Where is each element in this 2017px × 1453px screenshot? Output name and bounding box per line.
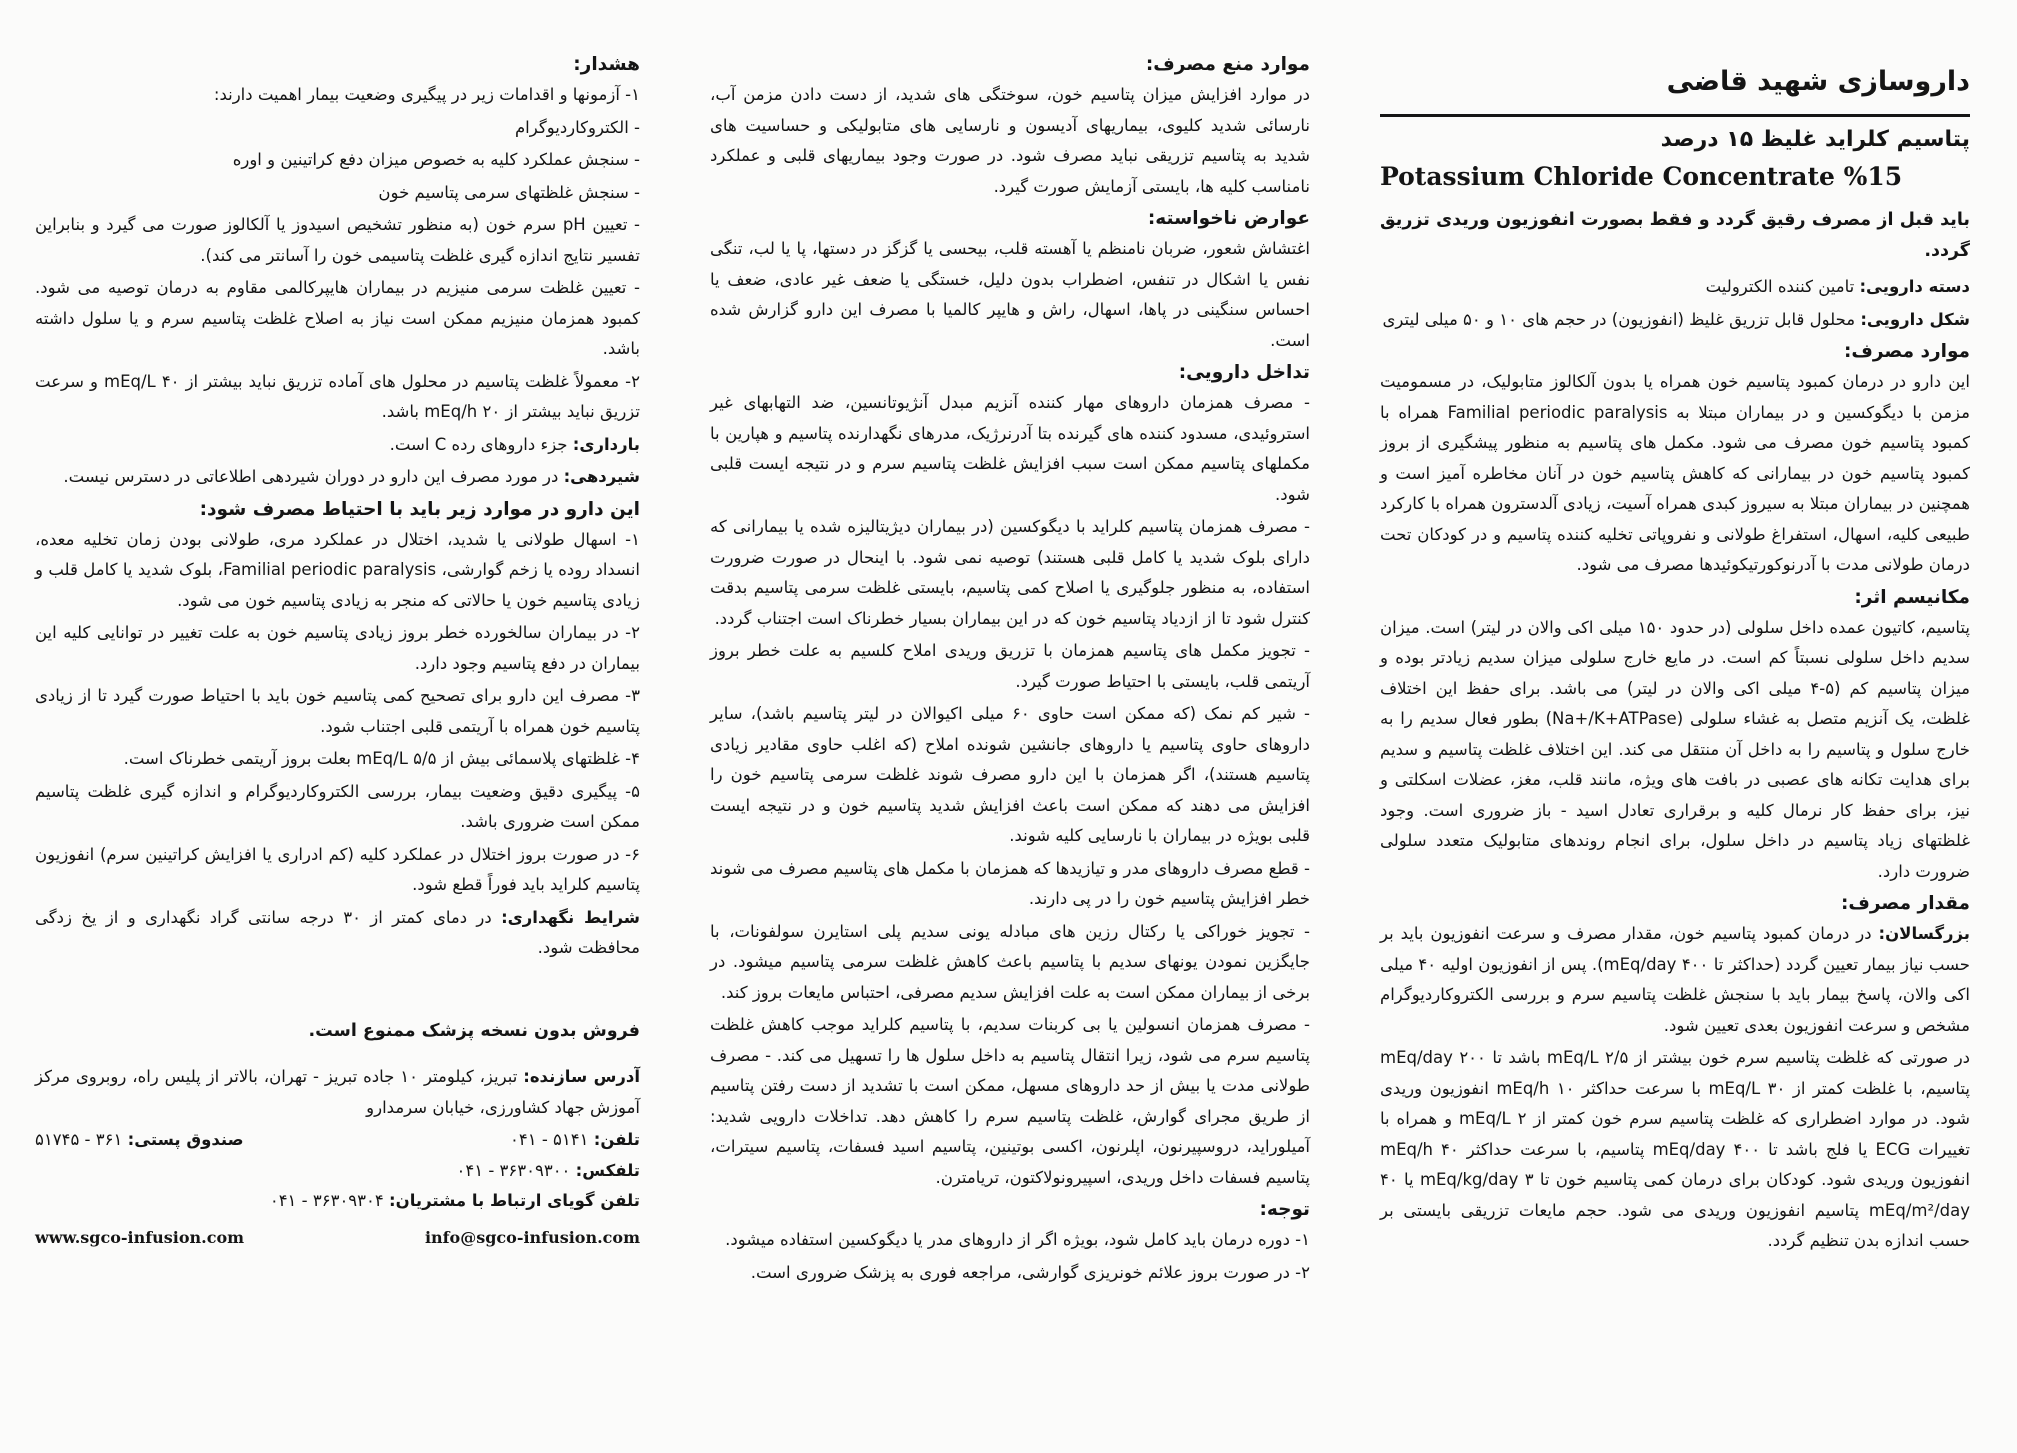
note-item: ۲- در صورت بروز علائم خونریزی گوارشی، مراجعه فوری به پزشک ضروری است.	[750, 1262, 1310, 1282]
interactions-heading: تداخل دارویی:	[1178, 362, 1310, 383]
interaction-item: - تجویز مکمل های پتاسیم همزمان با تزریق وریدی املاح کلسیم به علت خطر بروز آریتمی قلب، بایستی با احتیاط صورت گیرد.	[710, 641, 1310, 691]
warnings-intro: ۱- آزمونها و اقدامات زیر در پیگیری وضعیت بیمار اهمیت دارند:	[213, 85, 640, 104]
caution-item: ۴- غلظتهای پلاسمائی بیش از ۵/۵ mEq/L بعلت بروز آریتمی خطرناک است.	[123, 749, 640, 768]
hotline-label: تلفن گویای ارتباط با مشتریان:	[389, 1191, 640, 1210]
po-box-value: ۵۱۷۴۵ - ۳۶۱	[35, 1130, 123, 1149]
title-rule	[1380, 114, 1970, 117]
warning-item-2: ۲- معمولاً غلظت پتاسیم در محلول های آماده تزریق نباید بیشتر از ۴۰ mEq/L و سرعت تزریق نباید بیشتر از ۲۰ mEq/h باشد.	[35, 371, 640, 421]
product-title-fa: پتاسیم کلراید غلیظ ۱۵ درصد	[1660, 127, 1970, 152]
interaction-item: - قطع مصرف داروهای مدر و تیازیدها که همزمان با مکمل های پتاسیم مصرف می شوند خطر افزایش پتاسیم خون را در پی دارند.	[710, 858, 1310, 908]
interaction-item: - تجویز خوراکی یا رکتال رزین های مبادله یونی سدیم پلی استایرن سولفونات، با جایگزین نمودن یونهای سدیم با پتاسیم باعث کاهش غلظت سرمی پتاسیم میشود. در برخی از بیماران ممکن است به علت افزایش سدیم مصرفی، احتباس مایعات بروز کند.	[710, 921, 1310, 1002]
hotline	[35, 1186, 640, 1217]
contraindications-text: در موارد افزایش میزان پتاسیم خون، سوختگی های شدید، از دست دادن مزمن آب، نارسائی شدید کلیوی، بیماریهای آدیسون و نارسایی های متابولیکی و حساسیت های شدید به پتاسیم تزریقی نباید مصرف شود. در صورت وجود بیماریهای قلبی و عملکرد نامناسب کلیه ها، بایستی آزمایش صورت گیرد.	[710, 85, 1310, 196]
hotline-value: ۰۴۱ - ۳۶۳۰۹۳۰۴	[269, 1191, 384, 1210]
dilution-warning: باید قبل از مصرف رقیق گردد و فقط بصورت انفوزیون وریدی تزریق گردد.	[1380, 210, 1970, 261]
mechanism-heading: مکانیسم اثر:	[1854, 586, 1970, 608]
caution-heading: این دارو در موارد زیر باید با احتیاط مصرف شود:	[199, 498, 640, 520]
fax-value: ۰۴۱ - ۳۶۳۰۹۳۰۰	[456, 1160, 571, 1180]
storage	[35, 903, 640, 964]
pregnancy-value: جزء داروهای رده C است.	[389, 434, 568, 454]
side-effects-text: اغتشاش شعور، ضربان نامنظم یا آهسته قلب، بیحسی یا گزگز در دستها، پا یا لب، تنگی نفس یا اشکال در تنفس، اضطراب بدون دلیل، خستگی یا ضعف غیر عادی، ضعف یا احساس سنگینی در پاها، اسهال، راش و هایپر کالمیا با مصرف این دارو گزارش شده است.	[710, 239, 1310, 350]
dosage-form-label: شکل دارویی:	[1860, 309, 1970, 329]
product-title-en: Potassium Chloride Concentrate %15	[1380, 162, 1903, 191]
column-right	[1380, 48, 1970, 1259]
website-link[interactable]: www.sgco-infusion.com	[35, 1227, 245, 1247]
contraindications-heading: موارد منع مصرف:	[1145, 54, 1310, 75]
lactation	[35, 462, 640, 493]
po-box	[35, 1125, 244, 1156]
dosage-adults-text: در درمان کمبود پتاسیم خون، مقدار مصرف و سرعت انفوزیون باید بر حسب نیاز بیمار تعیین گردد (حداکثر تا ۴۰۰ mEq/day). پس از انفوزیون اولیه ۴۰ میلی اکی والان، پاسخ بیمار باید با سنجش غلظت پتاسیم سرم و بررسی الکتروکاردیوگرام مشخص و سرعت انفوزیون بعدی تعیین شود.	[1380, 924, 1970, 1035]
dosage-heading: مقدار مصرف:	[1841, 893, 1970, 914]
indications-heading: موارد مصرف:	[1843, 341, 1970, 362]
phone-value: ۰۴۱ - ۵۱۴۱	[510, 1130, 589, 1149]
fax-row	[35, 1156, 640, 1187]
caution-item: ۶- در صورت بروز اختلال در عملکرد کلیه (کم ادراری یا افزایش کراتینین سرم) انفوزیون پتاسیم کلراید باید فوراً قطع شود.	[35, 844, 640, 894]
spacer	[35, 966, 640, 1016]
column-middle	[710, 48, 1310, 1290]
dosage-form-value: محلول قابل تزریق غلیظ (انفوزیون) در حجم های ۱۰ و ۵۰ میلی لیتری	[1382, 309, 1856, 329]
drug-category-value: تامین کننده الکترولیت	[1705, 277, 1855, 296]
pregnancy	[35, 430, 640, 461]
address-label: آدرس سازنده:	[523, 1067, 641, 1086]
footer-links	[35, 1223, 640, 1254]
email-link[interactable]: info@sgco-infusion.com	[424, 1227, 640, 1247]
caution-item: ۲- در بیماران سالخورده خطر بروز زیادی پتاسیم خون به علت تغییر در توانایی کلیه این بیماران در دفع پتاسیم وجود دارد.	[35, 623, 640, 673]
caution-item: ۵- پیگیری دقیق وضعیت بیمار، بررسی الکتروکاردیوگرام و اندازه گیری غلظت پتاسیم ممکن است ضروری باشد.	[35, 781, 640, 831]
warning-item: - سنجش غلظتهای سرمی پتاسیم خون	[378, 182, 640, 202]
lactation-label: شیردهی:	[563, 467, 640, 486]
dosage-text-2: در صورتی که غلظت پتاسیم سرم خون بیشتر از ۲/۵ mEq/L باشد تا ۲۰۰ mEq/day پتاسیم، با غلظت کمتر از ۳۰ mEq/L با سرعت حداکثر ۱۰ mEq/h انفوزیون وریدی شود. در موارد اضطراری که غلظت پتاسیم سرم خون کمتر از ۲ mEq/L و همراه با تغییرات ECG یا فلج باشد تا ۴۰۰ mEq/day پتاسیم، با سرعت حداکثر ۴۰ mEq/h انفوزیون وریدی شود. کودکان برای درمان کمی پتاسیم خون تا ۳ mEq/kg/day یا ۴۰ mEq/m²/day پتاسیم انفوزیون وریدی می شود. حجم مایعات تزریقی بایستی بر حسب اندازه بدن تنظیم گردد.	[1380, 1048, 1971, 1250]
address-value: تبریز، کیلومتر ۱۰ جاده تبریز - تهران، بالاتر از پلیس راه، روبروی مرکز آموزش جهاد کشاورزی، خیابان سرمدارو	[35, 1067, 640, 1117]
po-box-label: صندوق پستی:	[127, 1130, 244, 1149]
drug-category-label: دسته دارویی:	[1859, 277, 1970, 296]
warning-item: - سنجش عملکرد کلیه به خصوص میزان دفع کراتینین و اوره	[232, 150, 640, 169]
mechanism-text: پتاسیم، کاتیون عمده داخل سلولی (در حدود ۱۵۰ میلی اکی والان در لیتر) است. میزان سدیم داخل سلولی نسبتاً کم است. در مایع خارج سلولی میزان سدیم زیادتر بوده و میزان پتاسیم کم (۵-۴ میلی اکی والان در لیتر) می باشد. برای حفظ این اختلاف غلظت، یک آنزیم متصل به غشاء سلولی (Na+/K+ATPase) بطور فعال سدیم را به خارج سلول و پتاسیم را به داخل آن منتقل می کند. این اختلاف غلظت پتاسیم و سدیم برای هدایت تکانه های عصبی در بافت های ویژه، مانند قلب، مغز، عضلات اسکلتی و نیز، برای حفظ کار نرمال کلیه و برقراری تعادل اسید - باز ضروری است. وجود غلظتهای زیاد پتاسیم در داخل سلول، برای انجام روندهای متابولیک متعدد سلولی ضرورت دارد.	[1380, 617, 1971, 881]
phone-label: تلفن:	[593, 1130, 640, 1149]
brand-name: داروسازی شهید قاضی	[1666, 66, 1970, 97]
contact-row	[35, 1125, 640, 1156]
storage-value: در دمای کمتر از ۳۰ درجه سانتی گراد نگهداری و از یخ زدگی محافظت شود.	[35, 907, 640, 957]
interaction-item: - مصرف همزمان پتاسیم کلراید با دیگوکسین (در بیماران دیژیتالیزه شده یا بیمارانی که دارای بلوک شدید یا کامل قلبی هستند) توصیه نمی شود. با اینحال در صورت ضرورت استفاده، به منظور جلوگیری یا اصلاح کمی پتاسیم، بایستی غلظت سرمی پتاسیم بدقت کنترل شود تا از ازدیاد پتاسیم خون که در این بیماران بسیار خطرناک است اجتناب گردد.	[710, 517, 1310, 628]
manufacturer-address	[35, 1062, 640, 1123]
warning-item: - الکتروکاردیوگرام	[514, 117, 640, 137]
warning-item: - تعیین غلظت سرمی منیزیم در بیماران هایپرکالمی مقاوم به درمان توصیه می شود. کمبود همزمان منیزیم ممکن است نیاز به اصلاح غلظت پتاسیم سرم و یا سلول داشته باشد.	[35, 278, 640, 358]
side-effects-heading: عوارض ناخواسته:	[1147, 208, 1310, 229]
caution-item: ۱- اسهال طولانی یا شدید، اختلال در عملکرد مری، طولانی بودن زمان تخلیه معده، انسداد روده یا زخم گوارشی، Familial periodic paralysis، بلوک شدید یا کامل قلب و زیادی پتاسیم خون یا حالاتی که منجر به زیادی پتاسیم خون می شود.	[35, 529, 640, 610]
spacer	[35, 1048, 640, 1062]
notes-heading: توجه:	[1259, 1199, 1310, 1220]
dosage-adults	[1380, 919, 1970, 1041]
drug-category	[1380, 272, 1970, 303]
pregnancy-label: بارداری:	[572, 434, 640, 454]
indications-text: این دارو در درمان کمبود پتاسیم خون همراه یا بدون آلکالوز متابولیک، در مسمومیت مزمن با دیگوکسین و در بیماران مبتلا به Familial periodic paralysis همراه با کمبود پتاسیم خون مصرف می شود. مکمل های پتاسیم به منظور پیشگیری از بروز کمبود پتاسیم خون در بیمارانی که کاهش پتاسیم خون در آنان مخاطره آمیز است و همچنین در بیماران مبتلا به سیروز کبدی همراه آسیت، زیادی آلدسترون همراه با کارکرد طبیعی کلیه، اسهال، استفراغ طولانی و نفروپاتی تخلیه کننده پتاسیم و در کودکان تحت درمان طولانی مدت با آدرنوکورتیکوئیدها مصرف می شود.	[1380, 372, 1971, 574]
warnings-heading: هشدار:	[573, 54, 640, 75]
fax-label: تلفکس:	[575, 1160, 640, 1180]
interaction-item: - مصرف همزمان داروهای مهار کننده آنزیم مبدل آنژیوتانسین، ضد التهابهای غیر استروئیدی، مسدود کننده های گیرنده بتا آدرنرژیک، مدرهای نگهدارنده پتاسیم و هپارین با مکملهای پتاسیم ممکن است سبب افزایش غلظت پتاسیم سرم و در نتیجه ایست قلبی شود.	[710, 393, 1310, 504]
warning-item: - تعیین pH سرم خون (به منظور تشخیص اسیدوز یا آلکالوز صورت می گیرد و بنابراین تفسیر نتایج اندازه گیری غلظت پتاسیمی خون را آسانتر می کند).	[35, 215, 640, 265]
interaction-item: - شیر کم نمک (که ممکن است حاوی ۶۰ میلی اکیوالان در لیتر پتاسیم باشد)، سایر داروهای حاوی پتاسیم یا داروهای جانشین شونده املاح (که اغلب حاوی مقادیر زیادی پتاسیم هستند)، اگر همزمان با این دارو مصرف شوند غلظت سرمی پتاسیم خون را افزایش می دهند که ممکن است باعث افزایش شدید پتاسیم خون و در نتیجه ایست قلبی بویژه در بیماران با نارسایی کلیه شوند.	[710, 704, 1311, 845]
lactation-value: در مورد مصرف این دارو در دوران شیردهی اطلاعاتی در دسترس نیست.	[63, 467, 559, 486]
storage-label: شرایط نگهداری:	[501, 907, 641, 927]
caution-item: ۳- مصرف این دارو برای تصحیح کمی پتاسیم خون باید با احتیاط صورت گیرد تا از زیادی پتاسیم خون همراه با آریتمی قلبی اجتناب شود.	[35, 686, 640, 736]
fax	[456, 1156, 640, 1187]
column-left	[35, 48, 640, 1253]
note-item: ۱- دوره درمان باید کامل شود، بویژه اگر از داروهای مدر یا دیگوکسین استفاده میشود.	[725, 1230, 1310, 1249]
dosage-form	[1380, 305, 1970, 336]
interaction-item: - مصرف همزمان انسولین یا بی کربنات سدیم، با پتاسیم کلراید موجب کاهش غلظت پتاسیم سرم می شود، زیرا انتقال پتاسیم به داخل سلول ها را تسهیل می کند. - مصرف طولانی مدت یا بیش از حد داروهای مسهل، ممکن است با تشدید از دست رفتن پتاسیم از طریق مجرای گوارش، غلظت پتاسیم سرم را کاهش دهد. تداخلات دارویی شدید: آمیلوراید، دروسپیرنون، اپلرنون، اکسی بوتینین، پتاسیم اسید فسفات، پتاسیم سیترات، پتاسیم فسفات داخل وریدی، اسپیرونولاکتون، تریامترن.	[710, 1015, 1310, 1187]
dosage-adults-label: بزرگسالان:	[1878, 924, 1970, 943]
prescription-notice: فروش بدون نسخه پزشک ممنوع است.	[308, 1020, 640, 1041]
phone	[510, 1125, 640, 1156]
